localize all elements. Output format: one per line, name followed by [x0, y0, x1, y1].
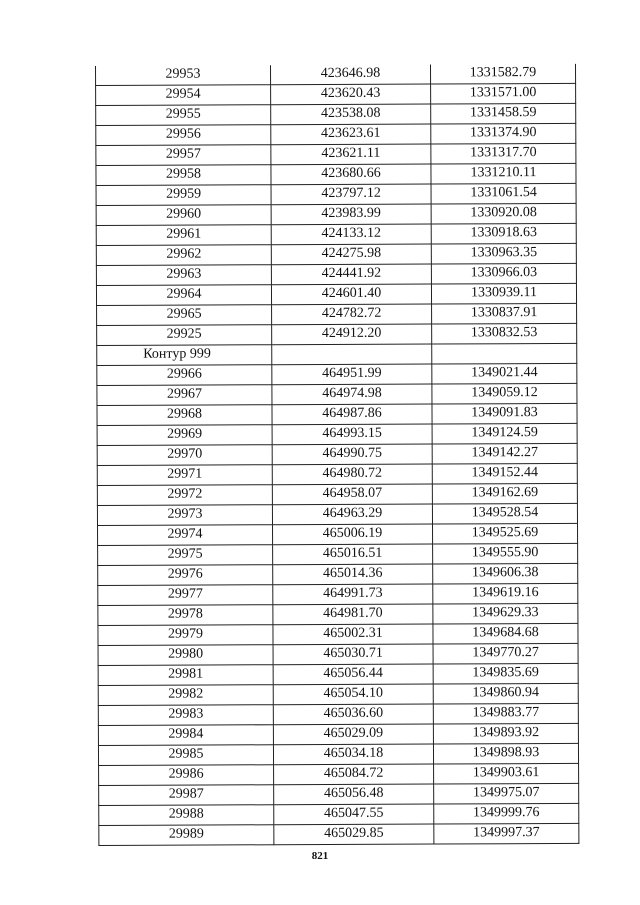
x-coordinate-cell: 465006.19 — [273, 524, 433, 545]
x-coordinate-cell: 465056.48 — [274, 784, 434, 805]
point-id-cell: 29960 — [96, 205, 271, 226]
x-coordinate-cell: 465002.31 — [273, 624, 433, 645]
y-coordinate-cell: 1349883.77 — [433, 703, 578, 724]
table-row — [96, 103, 576, 125]
y-coordinate-cell: 1331317.70 — [431, 143, 576, 164]
point-id-cell: 29959 — [96, 185, 271, 206]
table-row — [98, 703, 578, 725]
table-row — [96, 163, 576, 185]
x-coordinate-cell: 423983.99 — [271, 204, 431, 225]
table-row — [96, 263, 576, 285]
point-id-cell: 29989 — [99, 825, 274, 846]
y-coordinate-cell: 1330918.63 — [431, 223, 576, 244]
x-coordinate-cell: 465036.60 — [273, 704, 433, 725]
table-row — [96, 83, 576, 105]
x-coordinate-cell: 424601.40 — [271, 284, 431, 305]
y-coordinate-cell: 1349999.76 — [434, 803, 579, 824]
x-coordinate-cell: 424441.92 — [271, 264, 431, 285]
point-id-cell: 29988 — [99, 805, 274, 826]
point-id-cell: 29976 — [98, 565, 273, 586]
y-coordinate-cell: 1349684.68 — [433, 623, 578, 644]
point-id-cell: 29953 — [95, 65, 270, 85]
table-row — [96, 123, 576, 145]
table-row — [99, 783, 579, 805]
point-id-cell: 29954 — [96, 85, 271, 106]
point-id-cell: 29985 — [98, 745, 273, 766]
table-row — [97, 443, 577, 465]
point-id-cell: 29980 — [98, 645, 273, 666]
y-coordinate-cell: 1331571.00 — [431, 83, 576, 104]
y-coordinate-cell: 1349997.37 — [434, 823, 579, 844]
table-row — [96, 223, 576, 245]
y-coordinate-cell: 1331210.11 — [431, 163, 576, 184]
contour-header-row — [97, 343, 577, 365]
point-id-cell: 29974 — [98, 525, 273, 546]
table-row — [97, 323, 577, 345]
table-row — [99, 803, 579, 825]
y-coordinate-cell: 1349091.83 — [432, 403, 577, 424]
point-id-cell: 29987 — [99, 785, 274, 806]
point-id-cell: 29970 — [97, 445, 272, 466]
x-coordinate-cell: 465030.71 — [273, 644, 433, 665]
x-cell-empty — [272, 344, 432, 365]
x-coordinate-cell: 464981.70 — [273, 604, 433, 625]
table-row — [97, 383, 577, 405]
point-id-cell: 29956 — [96, 125, 271, 146]
x-coordinate-cell: 423538.08 — [271, 104, 431, 125]
x-coordinate-cell: 465056.44 — [273, 664, 433, 685]
y-coordinate-cell: 1330832.53 — [432, 323, 577, 344]
point-id-cell: 29975 — [98, 545, 273, 566]
y-coordinate-cell: 1349903.61 — [434, 763, 579, 784]
table-row — [98, 723, 578, 745]
point-id-cell: 29986 — [99, 765, 274, 786]
point-id-cell: 29957 — [96, 145, 271, 166]
point-id-cell: 29966 — [97, 365, 272, 386]
x-coordinate-cell: 465029.09 — [273, 724, 433, 745]
y-coordinate-cell: 1349835.69 — [433, 663, 578, 684]
coordinates-sheet — [95, 64, 578, 846]
y-coordinate-cell: 1349059.12 — [432, 383, 577, 404]
point-id-cell: 29972 — [97, 485, 272, 506]
x-coordinate-cell: 464980.72 — [272, 464, 432, 485]
x-coordinate-cell: 464963.29 — [272, 504, 432, 525]
point-id-cell: 29962 — [96, 245, 271, 266]
y-coordinate-cell: 1330837.91 — [432, 303, 577, 324]
y-coordinate-cell: 1349142.27 — [432, 443, 577, 464]
table-row — [98, 623, 578, 645]
x-coordinate-cell: 464974.98 — [272, 384, 432, 405]
y-cell-empty — [432, 343, 577, 364]
x-coordinate-cell: 465047.55 — [274, 804, 434, 825]
point-id-cell: 29967 — [97, 385, 272, 406]
y-coordinate-cell: 1349893.92 — [433, 723, 578, 744]
table-row — [98, 743, 578, 765]
x-coordinate-cell: 424275.98 — [271, 244, 431, 265]
x-coordinate-cell: 424912.20 — [272, 324, 432, 345]
y-coordinate-cell: 1349528.54 — [432, 503, 577, 524]
table-row — [98, 583, 578, 605]
y-coordinate-cell: 1349975.07 — [434, 783, 579, 804]
table-row — [99, 823, 579, 845]
table-row — [96, 283, 576, 305]
x-coordinate-cell: 465029.85 — [274, 824, 434, 845]
table-row — [98, 603, 578, 625]
x-coordinate-cell: 464993.15 — [272, 424, 432, 445]
y-coordinate-cell: 1349898.93 — [433, 743, 578, 764]
table-row — [97, 463, 577, 485]
x-coordinate-cell: 423620.43 — [271, 84, 431, 105]
table-row — [96, 203, 576, 225]
point-id-cell: 29965 — [97, 305, 272, 326]
point-id-cell: 29971 — [97, 465, 272, 486]
table-row — [97, 303, 577, 325]
table-row — [97, 503, 577, 525]
point-id-cell: 29958 — [96, 165, 271, 186]
x-coordinate-cell: 423621.11 — [271, 144, 431, 165]
x-coordinate-cell: 423623.61 — [271, 124, 431, 145]
y-coordinate-cell: 1330966.03 — [431, 263, 576, 284]
point-id-cell: 29979 — [98, 625, 273, 646]
x-coordinate-cell: 465034.18 — [273, 744, 433, 765]
table-row — [97, 423, 577, 445]
point-id-cell: 29964 — [96, 285, 271, 306]
y-coordinate-cell: 1349525.69 — [433, 523, 578, 544]
y-coordinate-cell: 1349152.44 — [432, 463, 577, 484]
table-row — [98, 683, 578, 705]
coordinates-table-body — [95, 64, 578, 846]
table-row — [98, 643, 578, 665]
table-row — [98, 523, 578, 545]
x-coordinate-cell: 464990.75 — [272, 444, 432, 465]
table-row — [96, 183, 576, 205]
table-row — [97, 403, 577, 425]
y-coordinate-cell: 1331458.59 — [431, 103, 576, 124]
table-row — [97, 363, 577, 385]
y-coordinate-cell: 1349629.33 — [433, 603, 578, 624]
table-row — [95, 64, 575, 86]
point-id-cell: 29969 — [97, 425, 272, 446]
x-coordinate-cell: 464958.07 — [272, 484, 432, 505]
y-coordinate-cell: 1349124.59 — [432, 423, 577, 444]
x-coordinate-cell: 465054.10 — [273, 684, 433, 705]
point-id-cell: 29984 — [98, 725, 273, 746]
x-coordinate-cell: 464987.86 — [272, 404, 432, 425]
y-coordinate-cell: 1349555.90 — [433, 543, 578, 564]
point-id-cell: 29955 — [96, 105, 271, 126]
x-coordinate-cell: 465016.51 — [273, 544, 433, 565]
y-coordinate-cell: 1330920.08 — [431, 203, 576, 224]
point-id-cell: 29963 — [96, 265, 271, 286]
x-coordinate-cell: 423797.12 — [271, 184, 431, 205]
table-row — [96, 243, 576, 265]
y-coordinate-cell: 1349162.69 — [432, 483, 577, 504]
y-coordinate-cell: 1349770.27 — [433, 643, 578, 664]
point-id-cell: 29981 — [98, 665, 273, 686]
point-id-cell: 29982 — [98, 685, 273, 706]
table-row — [99, 763, 579, 785]
table-row — [98, 543, 578, 565]
point-id-cell: 29925 — [97, 325, 272, 346]
x-coordinate-cell: 464991.73 — [273, 584, 433, 605]
table-row — [97, 483, 577, 505]
point-id-cell: 29983 — [98, 705, 273, 726]
y-coordinate-cell: 1330963.35 — [431, 243, 576, 264]
x-coordinate-cell: 464951.99 — [272, 364, 432, 385]
y-coordinate-cell: 1349021.44 — [432, 363, 577, 384]
x-coordinate-cell: 423646.98 — [270, 65, 430, 85]
y-coordinate-cell: 1331582.79 — [430, 64, 575, 84]
x-coordinate-cell: 465014.36 — [273, 564, 433, 585]
x-coordinate-cell: 424133.12 — [271, 224, 431, 245]
point-id-cell: 29977 — [98, 585, 273, 606]
y-coordinate-cell: 1349860.94 — [433, 683, 578, 704]
table-row — [96, 143, 576, 165]
point-id-cell: 29978 — [98, 605, 273, 626]
x-coordinate-cell: 465084.72 — [274, 764, 434, 785]
coordinates-table — [95, 64, 579, 846]
point-id-cell: 29968 — [97, 405, 272, 426]
table-row — [98, 663, 578, 685]
table-row — [98, 563, 578, 585]
y-coordinate-cell: 1331061.54 — [431, 183, 576, 204]
x-coordinate-cell: 424782.72 — [272, 304, 432, 325]
y-coordinate-cell: 1330939.11 — [431, 283, 576, 304]
point-id-cell: 29973 — [97, 505, 272, 526]
x-coordinate-cell: 423680.66 — [271, 164, 431, 185]
y-coordinate-cell: 1349619.16 — [433, 583, 578, 604]
point-id-cell: 29961 — [96, 225, 271, 246]
y-coordinate-cell: 1331374.90 — [431, 123, 576, 144]
y-coordinate-cell: 1349606.38 — [433, 563, 578, 584]
page-number: 821 — [311, 850, 329, 862]
contour-label: Контур 999 — [97, 345, 272, 366]
